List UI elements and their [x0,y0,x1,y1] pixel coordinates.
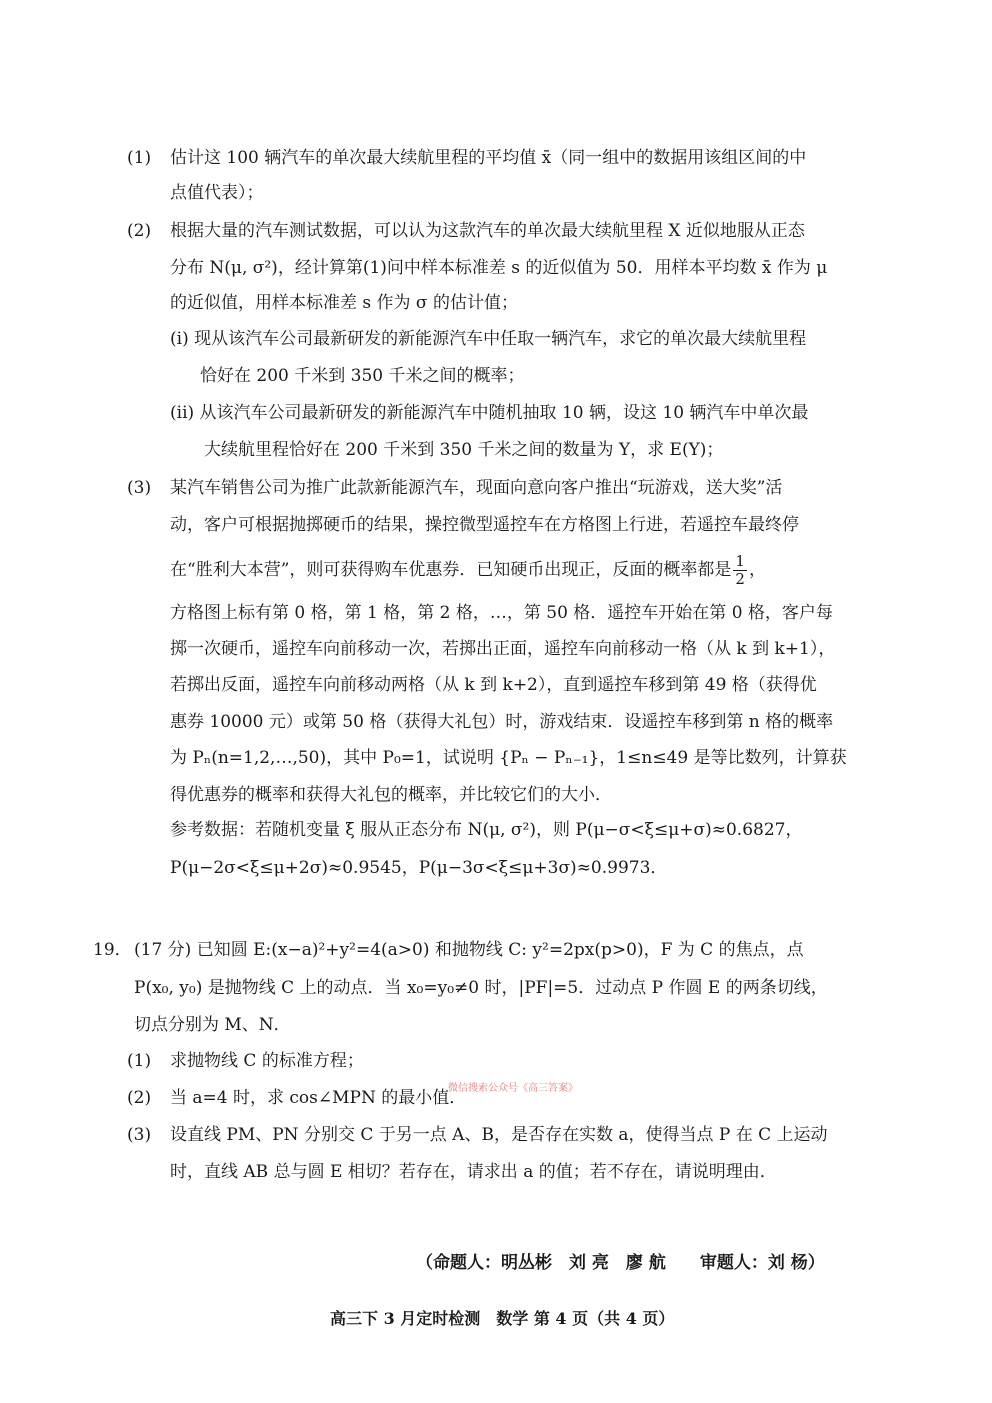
q18-part3-line7: 惠券 10000 元）或第 50 格（获得大礼包）时，游戏结束．设遥控车移到第 n 格的概率 [170,712,834,732]
q18-part2-sub-i-line2: 恰好在 200 千米到 350 千米之间的概率； [200,366,525,386]
q18-part1-line2: 点值代表）； [170,183,264,203]
page-footer: 高三下 3 月定时检测 数学 第 4 页（共 4 页） [330,1309,675,1328]
probability-fraction [733,553,747,588]
q19-stem-line1: (17 分) 已知圆 E:(x−a)²+y²=4(a>0) 和抛物线 C: y²=2px(p>0)，F 为 C 的焦点，点 [134,940,804,960]
q18-part3-line1: 某汽车销售公司为推广此款新能源汽车，现面向意向客户推出“玩游戏，送大奖”活 [170,478,783,498]
q18-part3-line9: 得优惠券的概率和获得大礼包的概率，并比较它们的大小． [170,785,612,805]
q19-stem-line2: P(x₀, y₀) 是抛物线 C 上的动点．当 x₀=y₀≠0 时，|PF|=5．过动点 P 作圆 E 的两条切线， [134,978,828,998]
q19-part3-line1: 设直线 PM、PN 分别交 C 于另一点 A、B，是否存在实数 a，使得当点 P 在 C 上运动 [170,1125,828,1145]
q18-part3-line5: 掷一次硬币，遥控车向前移动一次，若掷出正面，遥控车向前移动一格（从 k 到 k+1）， [170,639,836,659]
q19-part3-line2: 时，直线 AB 总与圆 E 相切？若存在，请求出 a 的值；若不存在，请说明理由． [170,1162,777,1182]
q18-part1-line1: 估计这 100 辆汽车的单次最大续航里程的平均值 x̄（同一组中的数据用该组区间的中 [170,148,807,168]
q18-part3-number: (3) [127,478,152,498]
q19-part1-number: (1) [127,1051,152,1071]
q18-part3-line2: 动，客户可根据抛掷硬币的结果，操控微型遥控车在方格图上行进，若遥控车最终停 [170,515,799,535]
q18-part2-number: (2) [127,221,152,241]
fraction-numerator: 1 [735,551,745,570]
reference-data-line2: P(μ−2σ<ξ≤μ+2σ)≈0.9545，P(μ−3σ<ξ≤μ+3σ)≈0.9973． [170,858,668,878]
q19-number: 19． [93,940,132,960]
q19-part3-number: (3) [127,1125,152,1145]
q18-part1-number: (1) [127,148,152,168]
q19-part1-text: 求抛物线 C 的标准方程； [170,1051,364,1071]
q19-part2-text: 当 a=4 时，求 cos∠MPN 的最小值． [170,1088,467,1108]
q18-part3-line6: 若掷出反面，遥控车向前移动两格（从 k 到 k+2），直到遥控车移到第 49 格（获得优 [170,675,817,695]
q18-part2-sub-i-line1: (i) 现从该汽车公司最新研发的新能源汽车中任取一辆汽车，求它的单次最大续航里程 [170,329,807,349]
q18-part3-line4: 方格图上标有第 0 格，第 1 格，第 2 格，…，第 50 格．遥控车开始在第 0 格，客户每 [170,603,833,623]
watermark: 微信搜索公众号《高三答案》 [448,1083,578,1094]
q18-part2-line1: 根据大量的汽车测试数据，可以认为这款汽车的单次最大续航里程 X 近似地服从正态 [170,221,805,241]
q19-stem-line3: 切点分别为 M、N． [134,1015,291,1035]
authors-line: （命题人：明丛彬 刘 亮 廖 航 审题人：刘 杨） [416,1253,825,1273]
q19-part2-number: (2) [127,1088,152,1108]
q18-part3-line3 [170,548,766,592]
q18-part2-sub-ii-line1: (ii) 从该汽车公司最新研发的新能源汽车中随机抽取 10 辆，设这 10 辆汽车中单次最 [170,403,809,423]
q18-part3-line8: 为 Pₙ(n=1,2,…,50)，其中 P₀=1，试说明 {Pₙ − Pₙ₋₁}，1≤n≤49 是等比数列，计算获 [170,748,847,768]
q18-part2-line2: 分布 N(μ, σ²)，经计算第(1)问中样本标准差 s 的近似值为 50．用样本平均数 x̄ 作为 μ [170,258,828,278]
q18-part2-sub-ii-line2: 大续航里程恰好在 200 千米到 350 千米之间的数量为 Y，求 E(Y)； [204,440,724,460]
q18-part3-line3-text: 在“胜利大本营”，则可获得购车优惠券．已知硬币出现正，反面的概率都是 [170,560,732,580]
reference-data-line1: 参考数据：若随机变量 ξ 服从正态分布 N(μ, σ²)，则 P(μ−σ<ξ≤μ+σ)≈0.6827， [170,820,803,840]
q18-part3-line3-end: ， [748,560,766,580]
q18-part2-line3: 的近似值，用样本标准差 s 作为 σ 的估计值； [170,293,518,313]
fraction-denominator: 2 [735,569,745,588]
